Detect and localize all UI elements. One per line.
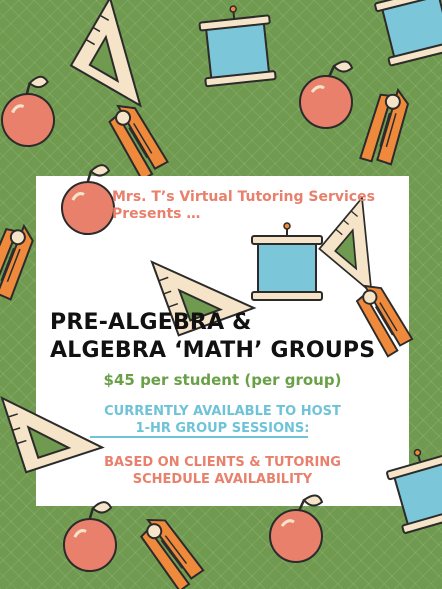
stapler-icon — [128, 514, 215, 589]
price-text: $45 per student (per group) — [103, 371, 342, 389]
schedule-line-1: BASED ON CLIENTS & TUTORING — [104, 455, 341, 470]
chalkboard-icon — [198, 2, 276, 86]
presenter-line: Mrs. T’s Virtual Tutoring Services — [112, 189, 375, 205]
availability-underline — [90, 436, 308, 438]
apple-icon — [300, 61, 352, 128]
apple-icon — [0, 76, 58, 151]
presenter-subline: Presents … — [112, 206, 201, 222]
stapler-icon — [346, 88, 422, 171]
apple-icon — [59, 501, 120, 574]
title-line-1: PRE-ALGEBRA & — [50, 310, 252, 335]
set-square-icon — [71, 0, 179, 106]
title-line-2: ALGEBRA ‘MATH’ GROUPS — [50, 338, 376, 363]
availability-line-2: 1-HR GROUP SESSIONS: — [135, 421, 310, 436]
schedule-line-2: SCHEDULE AVAILABILITY — [132, 472, 313, 487]
availability-line-1: CURRENTLY AVAILABLE TO HOST — [104, 404, 341, 419]
chalkboard-icon — [372, 0, 442, 66]
stapler-icon — [0, 225, 42, 304]
